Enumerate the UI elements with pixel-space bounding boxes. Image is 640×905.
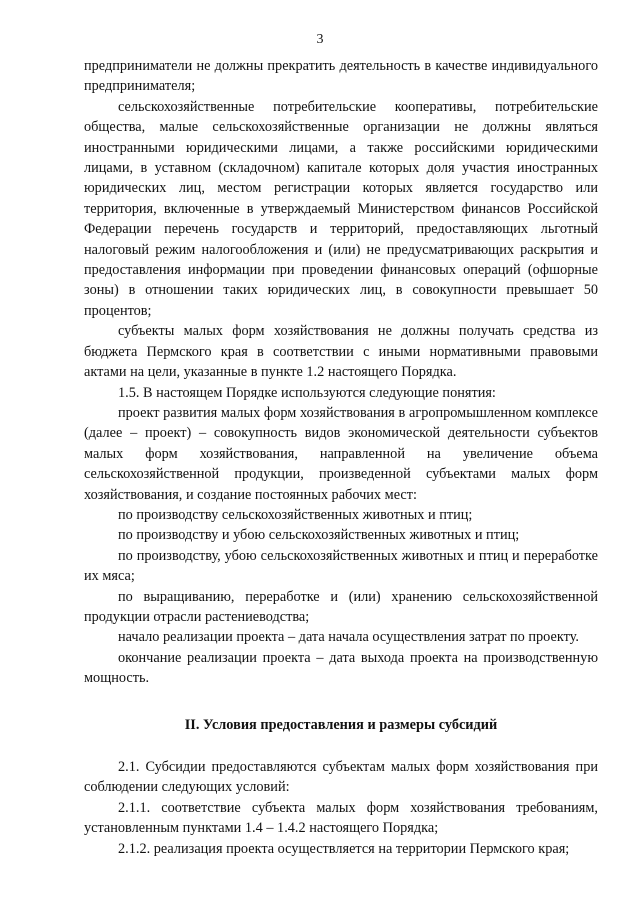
paragraph: по производству сельскохозяйственных животных и птиц; [118, 506, 473, 523]
paragraph: окончание реализации проекта – дата выхода проекта на производственную мощность. [84, 649, 598, 687]
page-number: 3 [316, 32, 324, 47]
paragraph: по производству, убою сельскохозяйственных животных и птиц и переработке их мяса; [84, 547, 598, 585]
document-body [84, 56, 598, 859]
paragraph: 2.1.2. реализация проекта осуществляется на территории Пермского края; [118, 840, 570, 857]
paragraph: проект развития малых форм хозяйствования в агропромышленном комплексе (далее – проект) – совокупность видов экономической деятельности субъектов малых форм хозяйствования, направленной на увеличение объема сельскохозяйственной продукции, произведенной субъектами малых форм хозяйствования, и создание постоянных рабочих мест: [84, 404, 598, 503]
paragraph: 2.1. Субсидии предоставляются субъектам малых форм хозяйствования при соблюдении следующих условий: [84, 759, 598, 796]
paragraphs-before-section [84, 56, 598, 689]
paragraph: 2.1.1. соответствие субъекта малых форм хозяйствования требованиям, установленным пунктами 1.4 – 1.4.2 настоящего Порядка; [84, 799, 598, 837]
paragraph: предприниматели не должны прекратить деятельность в качестве индивидуального предпринимателя; [84, 58, 598, 95]
paragraph: начало реализации проекта – дата начала осуществления затрат по проекту. [118, 629, 579, 646]
paragraphs-after-section [84, 757, 598, 859]
paragraph: субъекты малых форм хозяйствования не должны получать средства из бюджета Пермского края в соответствии с иными нормативными правовыми актами на цели, указанные в пункте 1.2 настоящего Порядка. [84, 323, 598, 381]
paragraph: по выращиванию, переработке и (или) хранению сельскохозяйственной продукции отрасли растениеводства; [84, 588, 598, 625]
paragraph: по производству и убою сельскохозяйственных животных и птиц; [118, 527, 520, 544]
paragraph: сельскохозяйственные потребительские кооперативы, потребительские общества, малые сельскохозяйственные организации не должны являться иностранными юридическими лицами, а также российскими юридическими лицами, в уставном (складочном) капитале которых доля участия иностранных юридических лиц, местом регистрации которых является государство или территория, включенные в утверждаемый Министерством финансов Российской Федерации перечень государств и территорий, предоставляющих льготный налоговый режим налогообложения и (или) не предусматривающих раскрытия и предоставления информации при проведении финансовых операций (офшорные зоны) в отношении таких юридических лиц, в совокупности превышает 50 процентов; [84, 98, 598, 319]
section-title: II. Условия предоставления и размеры субсидий [184, 716, 498, 733]
paragraph: 1.5. В настоящем Порядке используются следующие понятия: [118, 384, 496, 401]
